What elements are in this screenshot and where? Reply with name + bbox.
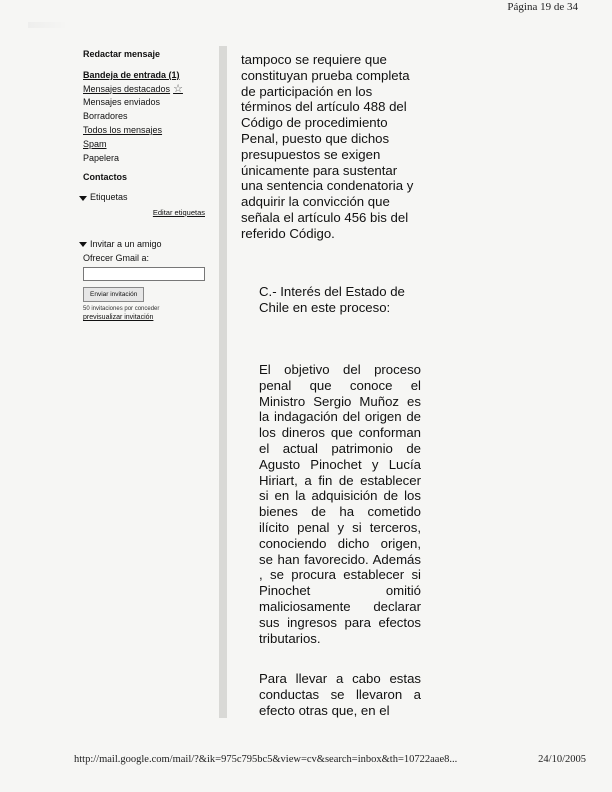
sidebar-item-starred[interactable] bbox=[83, 83, 213, 97]
sidebar-item-label: Spam bbox=[83, 138, 107, 149]
preview-invite-link[interactable]: previsualizar invitación bbox=[83, 314, 154, 322]
sidebar-item-label: Borradores bbox=[83, 111, 128, 122]
offer-gmail-label: Ofrecer Gmail a: bbox=[83, 252, 150, 263]
send-invite-button[interactable]: Enviar invitación bbox=[83, 287, 144, 302]
sidebar-item-label: Todos los mensajes bbox=[83, 124, 163, 135]
labels-heading: Etiquetas bbox=[90, 192, 128, 203]
column-divider bbox=[219, 46, 227, 718]
sidebar-item-drafts[interactable] bbox=[83, 110, 213, 124]
body-paragraph-3: Para llevar a cabo estas conductas se llevaron a efecto otras que, en el bbox=[259, 671, 421, 718]
invite-heading: Invitar a un amigo bbox=[90, 238, 162, 249]
footer-url: http://mail.google.com/mail/?&ik=975c795bc5&view=cv&search=inbox&th=10722aae8... bbox=[74, 754, 458, 765]
sidebar-item-sent[interactable] bbox=[83, 96, 213, 110]
print-footer bbox=[74, 754, 586, 765]
page-number: Página 19 de 34 bbox=[507, 1, 578, 13]
scan-mark bbox=[28, 22, 68, 28]
sidebar-item-label: Mensajes destacados bbox=[83, 83, 171, 94]
invite-toggle[interactable] bbox=[83, 238, 213, 252]
triangle-down-icon bbox=[79, 242, 87, 247]
sidebar-item-label: Papelera bbox=[83, 152, 120, 163]
star-icon: ☆ bbox=[173, 83, 183, 96]
sidebar-item-label: Bandeja de entrada (1) bbox=[83, 69, 180, 80]
edit-labels-link[interactable]: Editar etiquetas bbox=[152, 207, 205, 217]
sidebar-item-label: Mensajes enviados bbox=[83, 97, 161, 108]
invite-email-input[interactable] bbox=[83, 267, 205, 281]
footer-date: 24/10/2005 bbox=[538, 754, 586, 765]
body-paragraph-1: tampoco se requiere que constituyan prueba completa de participación en los términos del artículo 488 del Código de procedimiento Penal, puesto que dichos presupuestos se exigen únicamente para sustentar una sentencia condenatoria y adquirir la convicción que señala el artículo 456 bis del referido Código. bbox=[241, 52, 414, 241]
body-paragraph-2: El objetivo del proceso penal que conoce el Ministro Sergio Muñoz es la indagación del origen de los dineros que conforman el actual patrimonio de Agusto Pinochet y Lucía Hiriart, a fin de establecer si en la adquisición de los bienes de ha cometido ilícito penal y si terceros, conociendo dicho origen, se han favorecido. Además , se procura establecer si Pinochet omitió maliciosamente declarar sus ingresos para efectos tributarios. bbox=[259, 362, 421, 646]
triangle-down-icon bbox=[79, 196, 87, 201]
sidebar-item-trash[interactable] bbox=[83, 152, 213, 166]
labels-toggle[interactable] bbox=[83, 191, 213, 205]
sidebar-item-all-mail[interactable] bbox=[83, 124, 213, 138]
gmail-sidebar bbox=[83, 48, 213, 322]
contacts-link[interactable]: Contactos bbox=[83, 172, 128, 183]
sidebar-item-inbox[interactable] bbox=[83, 69, 213, 83]
compose-link[interactable]: Redactar mensaje bbox=[83, 49, 161, 59]
section-heading: C.- Interés del Estado de Chile en este proceso: bbox=[259, 284, 405, 315]
invites-remaining: 50 invitaciones por conceder bbox=[83, 306, 160, 313]
sidebar-item-spam[interactable] bbox=[83, 138, 213, 152]
